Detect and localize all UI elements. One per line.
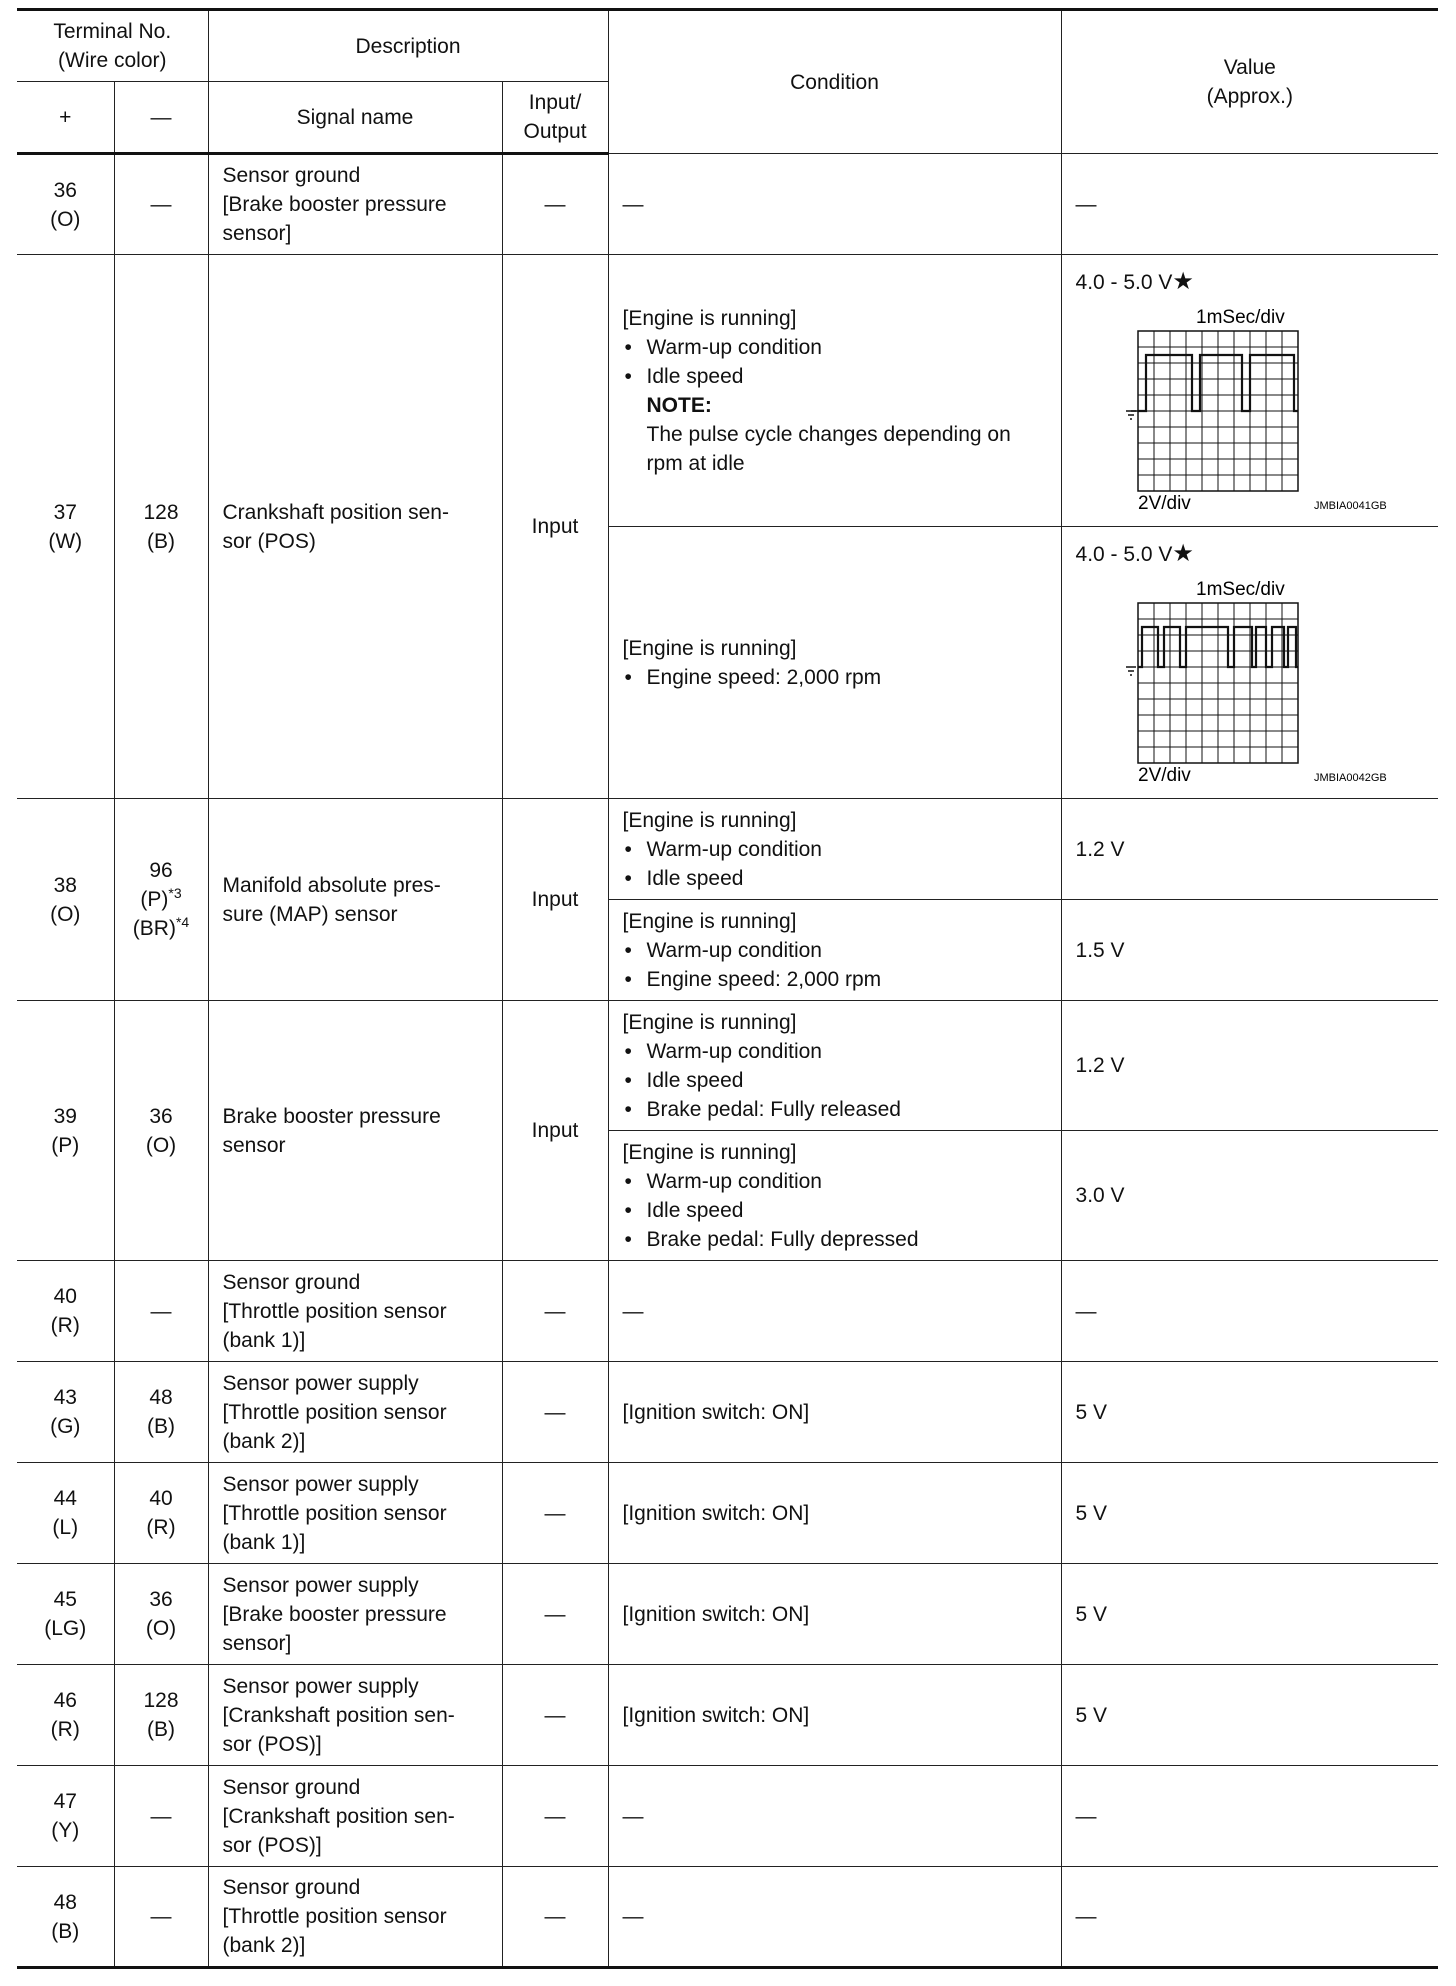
input-output: — [502,1463,608,1564]
condition [608,1131,1061,1261]
value: — [1061,154,1438,255]
figure-code: JMBIA0041GB [1313,500,1387,511]
time-div-label: 1mSec/div [1195,307,1285,328]
input-output: — [502,1362,608,1463]
table-row [17,255,1438,527]
signal-line: [Throttle position sensor [222,1299,447,1323]
signal-line: Manifold absolute pres- [222,873,441,897]
signal-line: Sensor power supply [222,1573,419,1597]
wire-color: (LG) [44,1617,87,1640]
approx-label: (Approx.) [1206,85,1293,108]
voltage-text: 4.0 - 5.0 V [1075,543,1173,566]
signal-line: sensor [222,1133,286,1157]
input-output: — [502,1665,608,1766]
table-row [17,1867,1438,1968]
signal-name [208,1564,502,1665]
value: 3.0 V [1061,1131,1438,1261]
value: — [1061,1867,1438,1968]
condition: [Ignition switch: ON] [608,1564,1061,1665]
table-row [17,1362,1438,1463]
oscilloscope-waveform-2 [1076,573,1426,783]
signal-line: (bank 1)] [222,1328,306,1352]
terminal-number: 37 [53,500,77,524]
wire-color: (B) [147,529,175,553]
signal-line: Sensor ground [222,1876,361,1899]
value: 5 V [1061,1362,1438,1463]
condition-bullet: • Idle speed [623,362,1053,391]
plus-terminal [17,1463,114,1564]
minus-terminal [114,1362,208,1463]
plus-terminal [17,1001,114,1261]
condition: [Ignition switch: ON] [608,1665,1061,1766]
wire-color: (R) [50,1718,80,1741]
terminal-number: 48 [53,1890,77,1914]
input-output: — [502,154,608,255]
condition-head: [Engine is running] [622,909,797,933]
footnote-ref: *3 [168,885,182,901]
terminal-spec-table [17,8,1438,1969]
condition: — [608,154,1061,255]
signal-name-header: Signal name [208,82,502,154]
minus-terminal [114,799,208,1001]
note-text: The pulse cycle changes depending on [646,422,1011,446]
condition-bullet: • Engine speed: 2,000 rpm [623,965,1053,994]
volt-div-label: 2V/div [1137,765,1191,783]
wire-color: (L) [52,1516,79,1539]
minus-terminal [114,1463,208,1564]
wire-color: (O) [50,902,81,926]
plus-terminal [17,1564,114,1665]
condition [608,527,1061,799]
input-output: — [502,1564,608,1665]
plus-terminal [17,255,114,799]
condition-head: [Engine is running] [622,808,797,832]
terminal-number: 40 [149,1487,173,1510]
signal-line: [Brake booster pressure [222,193,447,216]
input-output: Input [502,255,608,799]
signal-line: [Crankshaft position sen- [222,1703,455,1727]
condition [608,1001,1061,1131]
value [1061,255,1438,527]
input-output: Input [502,1001,608,1261]
note-text: rpm at idle [646,451,745,475]
terminal-no-label: Terminal No. [53,20,172,43]
signal-line: (bank 2)] [222,1934,306,1957]
signal-line: Crankshaft position sen- [222,500,449,524]
plus-terminal [17,154,114,255]
signal-line: Sensor power supply [222,1371,419,1395]
condition-bullet: • Warm-up condition [623,835,1053,864]
wire-color [115,914,208,943]
terminal-number: 39 [53,1104,77,1128]
signal-name [208,799,502,1001]
minus-terminal: — [114,1261,208,1362]
wire-color: (B) [147,1415,175,1438]
wire-color: (G) [50,1415,81,1438]
condition-head: [Engine is running] [622,636,797,660]
terminal-number: 96 [149,859,173,882]
signal-name [208,1362,502,1463]
terminal-number: 43 [53,1386,77,1409]
condition-bullet: • Warm-up condition [623,333,1053,362]
value-header [1061,10,1438,154]
wire-color: (B) [51,1919,80,1943]
signal-name [208,1766,502,1867]
value: — [1061,1261,1438,1362]
terminal-number: 46 [53,1689,77,1712]
wire-color: (O) [50,207,81,231]
condition-bullet: • Idle speed [623,1196,1053,1225]
condition [608,255,1061,527]
ground-symbol-icon [1126,411,1138,419]
voltage-range [1076,267,1433,297]
condition [608,900,1061,1001]
value: 1.2 V [1061,1001,1438,1131]
terminal-number: 128 [143,500,179,524]
condition [608,799,1061,900]
condition-bullet: • Warm-up condition [623,1167,1053,1196]
plus-terminal [17,1867,114,1968]
signal-line: [Brake booster pressure [222,1602,447,1626]
table-row [17,1665,1438,1766]
signal-name [208,255,502,799]
minus-terminal [114,1001,208,1261]
table-row [17,799,1438,900]
condition: [Ignition switch: ON] [608,1463,1061,1564]
terminal-number: 38 [53,873,77,897]
signal-line: sensor] [222,222,292,245]
wire-color [115,885,208,914]
value: 1.2 V [1061,799,1438,900]
value: 5 V [1061,1665,1438,1766]
condition-head: [Engine is running] [622,1140,797,1164]
signal-name [208,154,502,255]
signal-line: [Throttle position sensor [222,1501,447,1525]
table-row [17,1463,1438,1564]
terminal-number: 44 [53,1487,77,1510]
signal-line: sure (MAP) sensor [222,902,398,926]
condition-bullet: • Brake pedal: Fully depressed [623,1225,1053,1254]
signal-line: Sensor power supply [222,1674,419,1698]
condition-header: Condition [608,10,1061,154]
minus-terminal [114,1564,208,1665]
plus-header: + [17,82,114,154]
signal-line: [Throttle position sensor [222,1400,447,1424]
signal-line: sor (POS) [222,529,316,553]
input-output-header [502,82,608,154]
table-row [17,154,1438,255]
terminal-number: 128 [143,1689,179,1712]
condition-bullet: • Idle speed [623,864,1053,893]
signal-line: [Crankshaft position sen- [222,1804,455,1828]
value-label: Value [1223,56,1276,79]
terminal-number: 36 [149,1588,173,1611]
plus-terminal [17,1665,114,1766]
plus-terminal [17,1261,114,1362]
wire-color-text: (P) [140,888,169,911]
condition-bullet: • Warm-up condition [623,936,1053,965]
signal-name [208,1463,502,1564]
star-icon: ★ [1172,268,1194,295]
wire-color: (R) [146,1516,176,1539]
condition: — [608,1766,1061,1867]
header-row-top [17,10,1438,82]
minus-terminal [114,1665,208,1766]
description-header: Description [208,10,608,82]
condition-bullet: • Idle speed [623,1066,1053,1095]
value: — [1061,1766,1438,1867]
wire-color: (O) [145,1617,177,1640]
ground-symbol-icon [1126,667,1136,675]
footnote-ref: *4 [175,914,190,930]
plus-terminal [17,1766,114,1867]
condition: — [608,1261,1061,1362]
wire-color-text: (BR) [132,917,176,940]
condition-bullet: • Brake pedal: Fully released [623,1095,1053,1124]
minus-terminal: — [114,154,208,255]
note-label: NOTE: [646,393,712,417]
value: 5 V [1061,1463,1438,1564]
input-output: — [502,1766,608,1867]
terminal-number: 36 [149,1104,173,1128]
value [1061,527,1438,799]
signal-line: Sensor power supply [222,1472,419,1496]
terminal-number: 47 [53,1790,77,1813]
condition: — [608,1867,1061,1968]
minus-terminal [114,255,208,799]
signal-line: (bank 1)] [222,1530,306,1554]
wire-color: (W) [48,529,83,553]
plus-terminal [17,799,114,1001]
signal-line: (bank 2)] [222,1429,306,1453]
wire-color: (R) [50,1314,80,1337]
wire-color: (B) [147,1718,175,1741]
wire-color: (O) [145,1133,177,1157]
value: 5 V [1061,1564,1438,1665]
input-output-label-2: Output [523,120,587,143]
plus-terminal [17,1362,114,1463]
voltage-text: 4.0 - 5.0 V [1075,271,1173,294]
minus-terminal: — [114,1766,208,1867]
signal-name [208,1001,502,1261]
condition-bullet: • Engine speed: 2,000 rpm [623,663,1053,692]
oscilloscope-waveform-1 [1076,301,1426,511]
signal-name [208,1665,502,1766]
volt-div-label: 2V/div [1137,493,1191,511]
condition-head: [Engine is running] [622,1010,797,1034]
signal-line: sensor] [222,1631,292,1655]
minus-terminal: — [114,1867,208,1968]
signal-name [208,1261,502,1362]
value: 1.5 V [1061,900,1438,1001]
input-output: — [502,1261,608,1362]
wire-color-label: (Wire color) [58,49,167,72]
terminal-number: 45 [53,1588,77,1611]
terminal-number: 48 [149,1386,173,1409]
input-output-label-1: Input/ [528,91,582,114]
signal-name [208,1867,502,1968]
table-row [17,1001,1438,1131]
terminal-number: 40 [53,1285,77,1308]
input-output: Input [502,799,608,1001]
voltage-range [1076,539,1433,569]
table-row [17,1564,1438,1665]
condition-bullet: • Warm-up condition [623,1037,1053,1066]
figure-code: JMBIA0042GB [1313,772,1387,783]
table-row [17,1261,1438,1362]
wire-color: (Y) [51,1819,80,1842]
signal-line: Sensor ground [222,1775,361,1799]
signal-line: Sensor ground [222,164,361,187]
input-output: — [502,1867,608,1968]
table-row [17,1766,1438,1867]
minus-header: — [114,82,208,154]
signal-line: [Throttle position sensor [222,1905,447,1928]
star-icon: ★ [1172,540,1194,567]
terminal-number: 36 [53,178,77,202]
condition: [Ignition switch: ON] [608,1362,1061,1463]
signal-line: Sensor ground [222,1270,361,1294]
wire-color: (P) [51,1133,80,1157]
condition-head: [Engine is running] [622,306,797,330]
signal-line: sor (POS)] [222,1833,322,1857]
signal-line: Brake booster pressure [222,1104,441,1128]
signal-line: sor (POS)] [222,1732,322,1756]
time-div-label: 1mSec/div [1195,579,1285,600]
terminal-no-header [17,10,208,82]
